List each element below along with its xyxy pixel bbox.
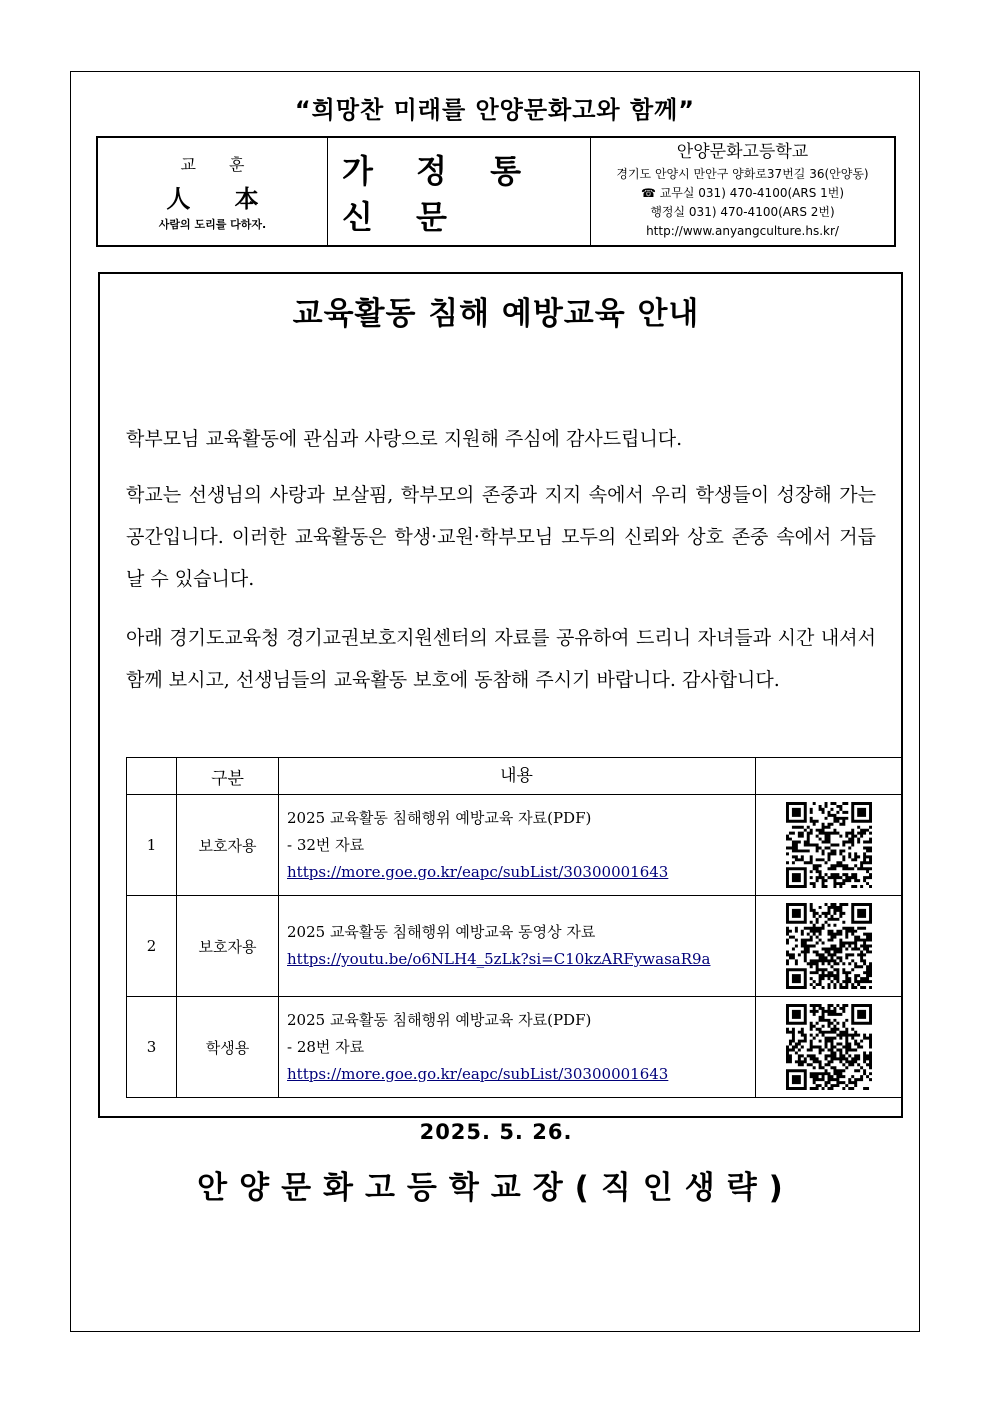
qr-code-icon[interactable] bbox=[786, 1004, 872, 1090]
qr-cell bbox=[756, 795, 902, 896]
row-content bbox=[279, 795, 756, 896]
paragraph-school: 학교는 선생님의 사랑과 보살핌, 학부모의 존중과 지지 속에서 우리 학생들이 성장해 가는 공간입니다. 이러한 교육활동은 학생·교원·학부모님 모두의 신뢰와 상호 존중 속에서 거듭날 수 있습니다. bbox=[126, 484, 876, 590]
row-content bbox=[279, 997, 756, 1098]
qr-code-icon[interactable] bbox=[786, 802, 872, 888]
motto-label: 교 훈 bbox=[180, 154, 259, 174]
phone-admin: 행정실 031) 470-4100(ARS 2번) bbox=[650, 204, 835, 219]
row-category: 보호자용 bbox=[177, 795, 279, 896]
qr-cell bbox=[756, 997, 902, 1098]
row-title: 2025 교육활동 침해행위 예방교육 동영상 자료 bbox=[287, 923, 596, 941]
school-website[interactable]: http://www.anyangculture.hs.kr/ bbox=[646, 223, 839, 238]
row-number: 3 bbox=[127, 997, 177, 1098]
table-header-row bbox=[127, 758, 902, 795]
row-category: 보호자용 bbox=[177, 896, 279, 997]
phone-academic: ☎ 교무실 031) 470-4100(ARS 1번) bbox=[640, 185, 845, 200]
row-link[interactable]: https://youtu.be/o6NLH4_5zLk?si=C10kzARFywasaR9a bbox=[287, 950, 711, 968]
qr-cell bbox=[756, 896, 902, 997]
row-title: 2025 교육활동 침해행위 예방교육 자료(PDF) bbox=[287, 1010, 592, 1029]
row-number: 2 bbox=[127, 896, 177, 997]
paragraph-request: 아래 경기도교육청 경기교권보호지원센터의 자료를 공유하여 드리니 자녀들과 시간 내셔서 함께 보시고, 선생님들의 교육활동 보호에 동참해 주시기 바랍니다. 감사합니다. bbox=[126, 627, 876, 691]
qr-code-icon[interactable] bbox=[786, 903, 872, 989]
issue-date: 2025. 5. 26. bbox=[419, 1120, 573, 1144]
table-row bbox=[127, 795, 902, 896]
slogan: “희망찬 미래를 안양문화고와 함께” bbox=[294, 96, 696, 124]
school-address: 경기도 안양시 만안구 양화로37번길 36(안양동) bbox=[616, 166, 869, 181]
row-title: 2025 교육활동 침해행위 예방교육 자료(PDF) bbox=[287, 808, 592, 827]
school-name: 안양문화고등학교 bbox=[676, 141, 809, 162]
table-row bbox=[127, 896, 902, 997]
table-row bbox=[127, 997, 902, 1098]
principal-signature: 안양문화고등학교장(직인생략) bbox=[197, 1170, 795, 1206]
row-number: 1 bbox=[127, 795, 177, 896]
row-link[interactable]: https://more.goe.go.kr/eapc/subList/30300001643 bbox=[287, 862, 669, 881]
row-category: 학생용 bbox=[177, 997, 279, 1098]
row-subtitle: - 28번 자료 bbox=[287, 1037, 365, 1056]
resource-table bbox=[126, 757, 902, 1098]
motto-cell bbox=[98, 138, 328, 245]
document-title: 교육활동 침해 예방교육 안내 bbox=[292, 296, 700, 332]
header-category: 구분 bbox=[177, 758, 279, 795]
paragraph-greeting: 학부모님 교육활동에 관심과 사랑으로 지원해 주심에 감사드립니다. bbox=[126, 428, 683, 450]
motto-main: 人 本 bbox=[166, 183, 277, 213]
doc-type-title: 가 정 통 신 문 bbox=[328, 138, 591, 245]
header-qr bbox=[756, 758, 902, 795]
motto-sub: 사람의 도리를 다하자. bbox=[158, 217, 267, 231]
letterhead bbox=[96, 136, 896, 247]
header-no bbox=[127, 758, 177, 795]
row-subtitle: - 32번 자료 bbox=[287, 835, 365, 854]
row-link[interactable]: https://more.goe.go.kr/eapc/subList/30300001643 bbox=[287, 1064, 669, 1083]
header-content: 내용 bbox=[279, 758, 756, 795]
school-info bbox=[591, 138, 894, 245]
row-content bbox=[279, 896, 756, 997]
